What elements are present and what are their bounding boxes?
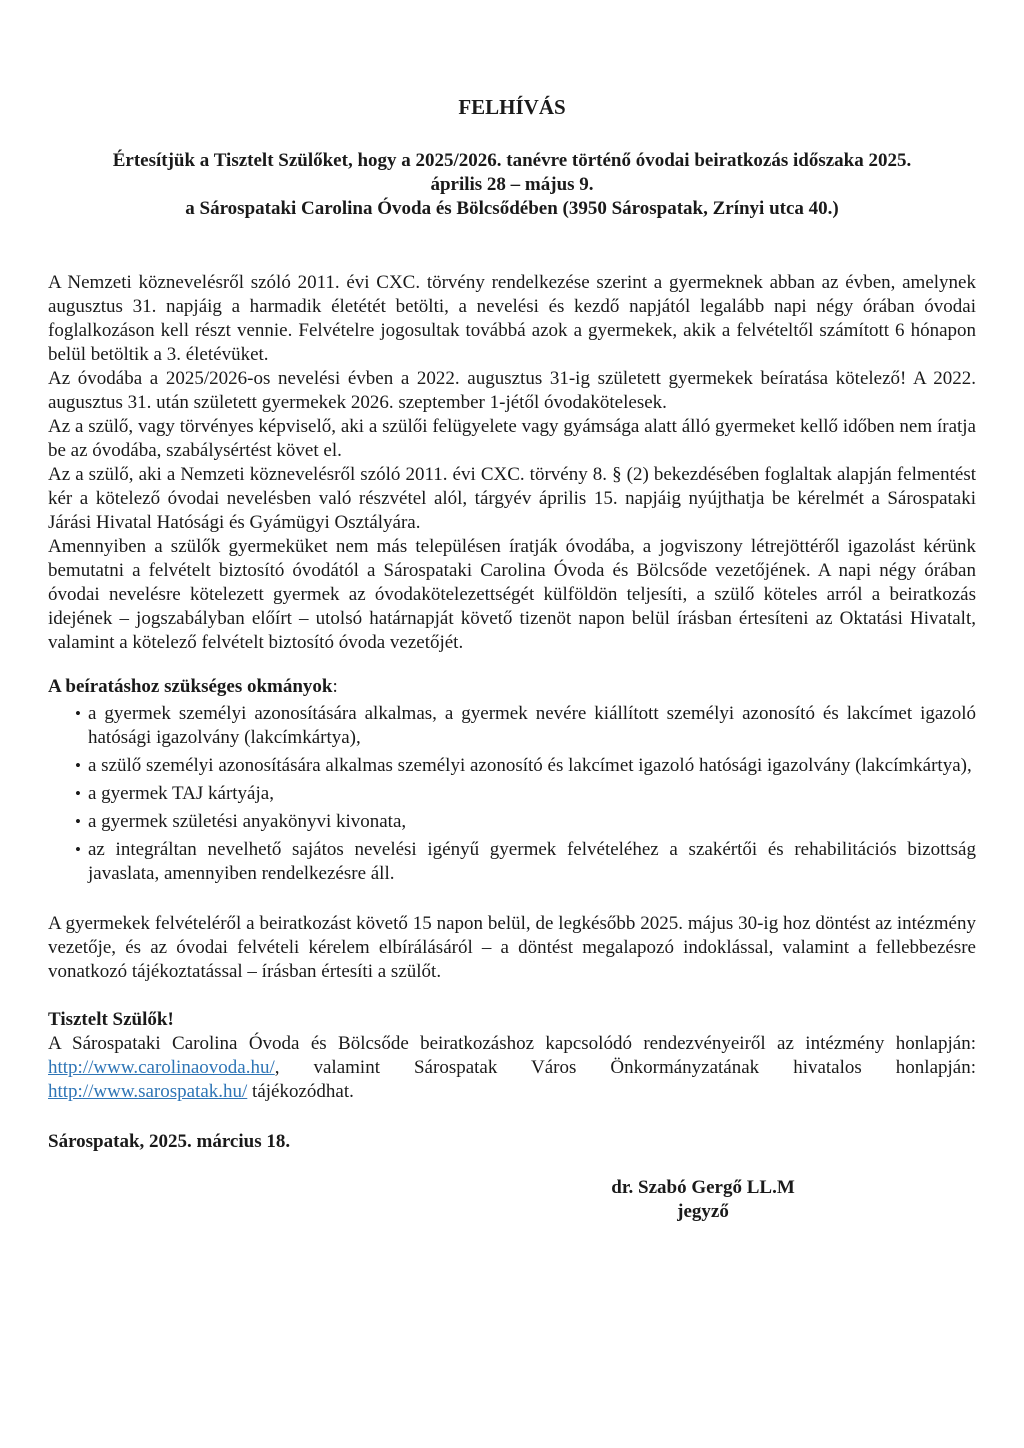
body-paragraph-2: Az óvodába a 2025/2026-os nevelési évben a 2022. augusztus 31-ig született gyermekek beíratása kötelező! A 2022. augusztus 31. után született gyermekek 2026. szeptember 1-jétől óvodakötelesek. <box>48 368 976 413</box>
list-item <box>48 810 976 834</box>
carolinaovoda-link[interactable]: http://www.carolinaovoda.hu/ <box>48 1057 275 1078</box>
documents-list <box>48 702 976 886</box>
body-text-block <box>48 271 976 655</box>
info-paragraph <box>48 1032 976 1104</box>
intro-line-2: április 28 – május 9. <box>430 174 594 195</box>
bullet-icon: • <box>75 784 81 803</box>
decision-paragraph: A gyermekek felvételéről a beiratkozást követő 15 napon belül, de legkésőbb 2025. május 30-ig hoz döntést az intézmény vezetője, és az óvodai felvételi kérelem elbírálásáról – a döntést megalapozó indoklással, valamint a fellebbezésre vonatkozó tájékoztatással – írásban értesíti a szülőt. <box>48 913 976 982</box>
page-title: FELHÍVÁS <box>458 95 566 119</box>
info-heading: Tisztelt Szülők! <box>48 1009 174 1030</box>
signature-block <box>553 1176 853 1224</box>
body-paragraph-5: Amennyiben a szülők gyermeküket nem más településen íratják óvodába, a jogviszony létrejöttéről igazolást kérünk bemutatni a felvételt biztosító óvodától a Sárospataki Carolina Óvoda és Bölcsőde vezetőjének. A napi négy órában óvodai nevelésre kötelezett gyermek az óvodakötelezettségét külföldön teljesíti, a szülő köteles arról a beiratkozás idejének – jogszabályban előírt – utolsó határnapját követő tizenöt napon belül írásban értesíteni az Oktatási Hivatalt, valamint a kötelező felvételt biztosító óvoda vezetőjét. <box>48 536 976 653</box>
body-paragraph-4: Az a szülő, aki a Nemzeti köznevelésről szóló 2011. évi CXC. törvény 8. § (2) bekezdésében foglaltak alapján felmentést kér a kötelező óvodai nevelésben való részvétel alól, tárgyév április 15. napjáig nyújthatja be kérelmét a Sárospataki Járási Hivatal Hatósági és Gyámügyi Osztályára. <box>48 464 976 533</box>
body-paragraph-3: Az a szülő, vagy törvényes képviselő, aki a szülői felügyelete vagy gyámsága alatt álló gyermeket kellő időben nem íratja be az óvodába, szabálysértést követ el. <box>48 416 976 461</box>
intro-line-3: a Sárospataki Carolina Óvoda és Bölcsődében (3950 Sárospatak, Zrínyi utca 40.) <box>185 198 839 219</box>
list-item-text: a gyermek személyi azonosítására alkalmas, a gyermek nevére kiállított személyi azonosító és lakcímet igazoló hatósági igazolvány (lakcímkártya), <box>88 703 976 748</box>
list-item-text: a gyermek születési anyakönyvi kivonata, <box>88 811 407 832</box>
info-text-between-links: , valamint Sárospatak Város Önkormányzatának hivatalos honlapján: <box>274 1057 976 1078</box>
dateline: Sárospatak, 2025. március 18. <box>48 1131 291 1152</box>
list-item <box>48 838 976 886</box>
list-item-text: az integráltan nevelhető sajátos nevelési igényű gyermek felvételéhez a szakértői és rehabilitációs bizottság javaslata, amennyiben rendelkezésre áll. <box>88 839 976 884</box>
info-block <box>48 1008 976 1104</box>
list-item <box>48 702 976 750</box>
signature-role: jegyző <box>677 1201 729 1222</box>
info-text-after-link2: tájékozódhat. <box>247 1081 354 1102</box>
intro-line-1: Értesítjük a Tisztelt Szülőket, hogy a 2025/2026. tanévre történő óvodai beiratkozás időszaka 2025. <box>112 150 912 171</box>
list-item <box>48 782 976 806</box>
list-item-text: a szülő személyi azonosítására alkalmas személyi azonosító és lakcímet igazoló hatósági igazolvány (lakcímkártya), <box>88 755 972 776</box>
sarospatak-link[interactable]: http://www.sarospatak.hu/ <box>48 1081 248 1102</box>
bullet-icon: • <box>75 756 81 775</box>
bullet-icon: • <box>75 840 81 859</box>
list-item-text: a gyermek TAJ kártyája, <box>88 783 274 804</box>
bullet-icon: • <box>75 812 81 831</box>
documents-heading-colon: : <box>332 676 338 697</box>
body-paragraph-1: A Nemzeti köznevelésről szóló 2011. évi CXC. törvény rendelkezése szerint a gyermeknek abban az évben, amelynek augusztus 31. napjáig a harmadik életétét betölti, a nevelési és kezdő napjától legalább napi négy órában óvodai foglalkozáson kell részt vennie. Felvételre jogosultak továbbá azok a gyermekek, akik a felvételtől számított 6 hónapon belül betöltik a 3. életévüket. <box>48 272 976 365</box>
info-text-before-link1: A Sárospataki Carolina Óvoda és Bölcsőde beiratkozáshoz kapcsolódó rendezvényeiről az intézmény honlapján: <box>48 1033 976 1054</box>
signature-name: dr. Szabó Gergő LL.M <box>611 1177 795 1198</box>
intro-block <box>48 149 976 221</box>
list-item <box>48 754 976 778</box>
documents-heading-text: A beíratáshoz szükséges okmányok <box>48 676 333 697</box>
documents-heading <box>48 675 976 699</box>
bullet-icon: • <box>75 704 81 723</box>
